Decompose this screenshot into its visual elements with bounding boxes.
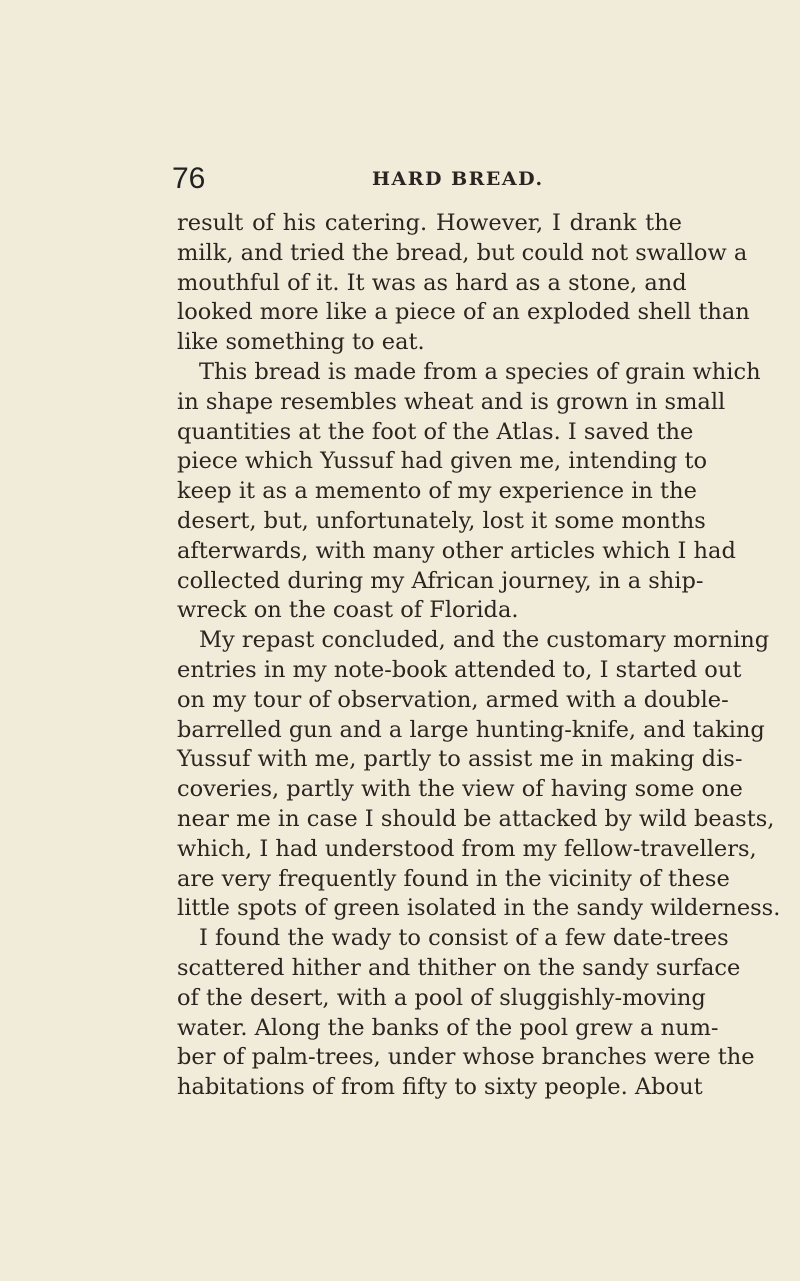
paragraph-first-line: I found the wady to consist of a few date-trees [199,925,729,952]
text-line: little spots of green isolated in the sandy wilderness. [177,895,781,922]
paragraph-first-line: This bread is made from a species of grain which [199,358,761,385]
text-line: barrelled gun and a large hunting-knife, and taking [177,716,765,743]
text-line: are very frequently found in the vicinity of these [177,865,730,892]
text-line: scattered hither and thither on the sandy surface [177,954,741,981]
text-line: keep it as a memento of my experience in the [177,478,697,505]
running-head: HARD BREAD. [372,168,544,190]
text-line: afterwards, with many other articles which I had [177,537,736,564]
text-line: near me in case I should be attacked by wild beasts, [177,805,775,832]
text-line: on my tour of observation, armed with a double- [177,686,729,713]
text-line: in shape resembles wheat and is grown in small [177,388,726,415]
text-line: coveries, partly with the view of having some one [177,776,743,803]
text-line: habitations of from fifty to sixty people. About [177,1074,703,1101]
text-line: looked more like a piece of an exploded shell than [177,299,750,326]
text-line: wreck on the coast of Florida. [177,597,519,624]
text-line: of the desert, with a pool of sluggishly-moving [177,984,706,1011]
text-line: which, I had understood from my fellow-travellers, [177,835,757,862]
text-line: water. Along the banks of the pool grew a num- [177,1014,719,1041]
text-line: entries in my note-book attended to, I started out [177,656,742,683]
text-line: result of his catering. However, I drank the [177,210,682,236]
text-line: piece which Yussuf had given me, intending to [177,448,708,475]
text-line: Yussuf with me, partly to assist me in making dis- [177,746,743,773]
paragraph-first-line: My repast concluded, and the customary morning [199,627,770,654]
page-number: 76 [172,162,206,195]
text-line: like something to eat. [177,329,425,356]
text-line: mouthful of it. It was as hard as a stone, and [177,269,687,296]
text-line: desert, but, unfortunately, lost it some months [177,507,706,534]
body-text [177,209,781,1103]
text-line: milk, and tried the bread, but could not swallow a [177,239,748,266]
text-line: quantities at the foot of the Atlas. I saved the [177,418,694,445]
text-line: ber of palm-trees, under whose branches were the [177,1044,755,1071]
text-line: collected during my African journey, in a ship- [177,567,704,594]
